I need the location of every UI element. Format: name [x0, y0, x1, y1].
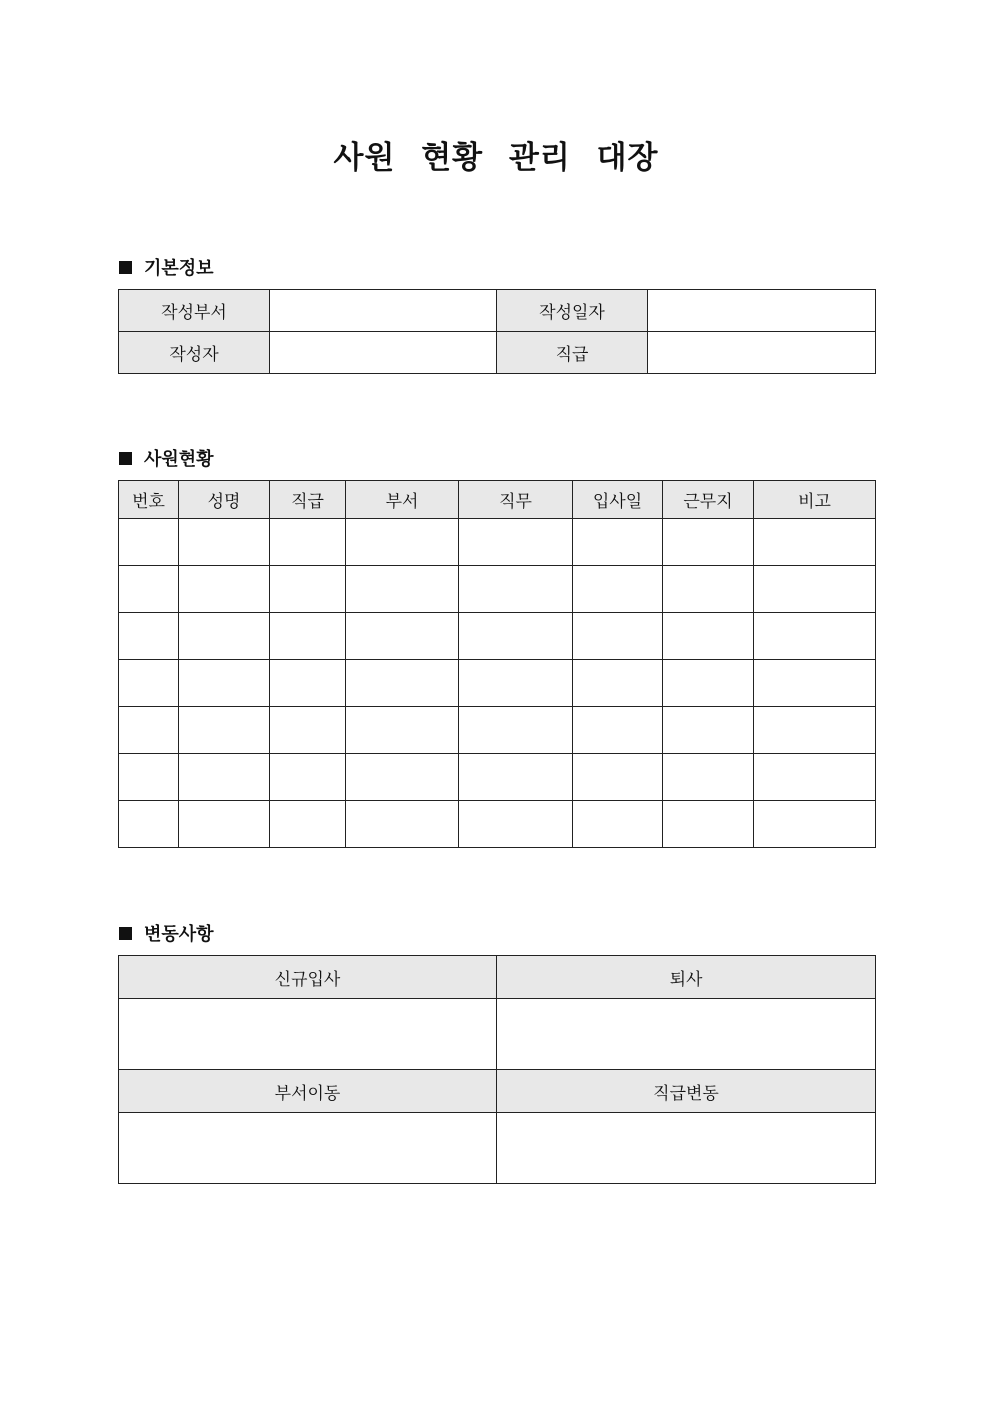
cell-workplace[interactable] — [663, 754, 754, 801]
cell-duty[interactable] — [459, 754, 573, 801]
black-square-icon — [119, 261, 132, 274]
rank-change-field[interactable] — [497, 1113, 876, 1184]
cell-rank[interactable] — [270, 707, 346, 754]
page-title: 사원 현황 관리 대장 — [333, 140, 659, 176]
table-row — [119, 754, 876, 801]
table-row — [119, 1113, 876, 1184]
author-dept-label: 작성부서 — [119, 290, 270, 332]
author-dept-field[interactable] — [270, 290, 497, 332]
cell-rank[interactable] — [270, 566, 346, 613]
column-header-remarks: 비고 — [754, 481, 876, 519]
cell-hire-date[interactable] — [573, 801, 663, 848]
author-label: 작성자 — [119, 332, 270, 374]
column-header-hire-date: 입사일 — [573, 481, 663, 519]
cell-name[interactable] — [179, 613, 270, 660]
dept-transfer-label: 부서이동 — [119, 1070, 497, 1113]
table-row — [119, 290, 876, 332]
cell-duty[interactable] — [459, 519, 573, 566]
new-hire-label: 신규입사 — [119, 956, 497, 999]
cell-rank[interactable] — [270, 660, 346, 707]
cell-dept[interactable] — [346, 613, 459, 660]
cell-name[interactable] — [179, 707, 270, 754]
cell-workplace[interactable] — [663, 660, 754, 707]
cell-number[interactable] — [119, 754, 179, 801]
cell-workplace[interactable] — [663, 613, 754, 660]
cell-hire-date[interactable] — [573, 754, 663, 801]
column-header-duty: 직무 — [459, 481, 573, 519]
rank-label: 직급 — [497, 332, 648, 374]
column-header-dept: 부서 — [346, 481, 459, 519]
dept-transfer-field[interactable] — [119, 1113, 497, 1184]
cell-rank[interactable] — [270, 519, 346, 566]
cell-rank[interactable] — [270, 801, 346, 848]
written-date-field[interactable] — [648, 290, 876, 332]
cell-workplace[interactable] — [663, 707, 754, 754]
author-field[interactable] — [270, 332, 497, 374]
cell-dept[interactable] — [346, 754, 459, 801]
table-row — [119, 1070, 876, 1113]
cell-remarks[interactable] — [754, 660, 876, 707]
cell-name[interactable] — [179, 566, 270, 613]
cell-remarks[interactable] — [754, 801, 876, 848]
staff-table-body — [119, 519, 876, 848]
table-row — [119, 660, 876, 707]
cell-remarks[interactable] — [754, 613, 876, 660]
table-row — [119, 566, 876, 613]
cell-dept[interactable] — [346, 566, 459, 613]
rank-change-label: 직급변동 — [497, 1070, 876, 1113]
table-row — [119, 613, 876, 660]
cell-duty[interactable] — [459, 566, 573, 613]
section-heading-label: 기본정보 — [144, 258, 214, 279]
new-hire-field[interactable] — [119, 999, 497, 1070]
cell-remarks[interactable] — [754, 754, 876, 801]
section-heading-basic-info — [119, 254, 214, 280]
table-header-row — [119, 481, 876, 519]
resignation-label: 퇴사 — [497, 956, 876, 999]
cell-hire-date[interactable] — [573, 660, 663, 707]
cell-number[interactable] — [119, 613, 179, 660]
table-row — [119, 956, 876, 999]
cell-dept[interactable] — [346, 660, 459, 707]
cell-name[interactable] — [179, 801, 270, 848]
table-row — [119, 801, 876, 848]
resignation-field[interactable] — [497, 999, 876, 1070]
column-header-workplace: 근무지 — [663, 481, 754, 519]
section-heading-staff — [119, 445, 214, 471]
cell-hire-date[interactable] — [573, 707, 663, 754]
cell-dept[interactable] — [346, 707, 459, 754]
cell-remarks[interactable] — [754, 566, 876, 613]
table-row — [119, 999, 876, 1070]
cell-workplace[interactable] — [663, 519, 754, 566]
cell-remarks[interactable] — [754, 707, 876, 754]
cell-rank[interactable] — [270, 754, 346, 801]
cell-number[interactable] — [119, 519, 179, 566]
cell-duty[interactable] — [459, 801, 573, 848]
staff-table — [118, 480, 876, 848]
cell-remarks[interactable] — [754, 519, 876, 566]
basic-info-table — [118, 289, 876, 374]
cell-workplace[interactable] — [663, 566, 754, 613]
section-heading-changes — [119, 920, 214, 946]
cell-duty[interactable] — [459, 660, 573, 707]
table-row — [119, 707, 876, 754]
cell-number[interactable] — [119, 660, 179, 707]
written-date-label: 작성일자 — [497, 290, 648, 332]
cell-workplace[interactable] — [663, 801, 754, 848]
cell-dept[interactable] — [346, 801, 459, 848]
cell-number[interactable] — [119, 566, 179, 613]
cell-duty[interactable] — [459, 707, 573, 754]
column-header-rank: 직급 — [270, 481, 346, 519]
cell-hire-date[interactable] — [573, 566, 663, 613]
cell-name[interactable] — [179, 519, 270, 566]
cell-duty[interactable] — [459, 613, 573, 660]
rank-field[interactable] — [648, 332, 876, 374]
section-heading-label: 사원현황 — [144, 449, 214, 470]
changes-table — [118, 955, 876, 1184]
table-row — [119, 332, 876, 374]
cell-dept[interactable] — [346, 519, 459, 566]
cell-number[interactable] — [119, 707, 179, 754]
column-header-name: 성명 — [179, 481, 270, 519]
section-heading-label: 변동사항 — [144, 924, 214, 945]
cell-hire-date[interactable] — [573, 613, 663, 660]
cell-name[interactable] — [179, 660, 270, 707]
black-square-icon — [119, 927, 132, 940]
table-row — [119, 519, 876, 566]
cell-number[interactable] — [119, 801, 179, 848]
column-header-number: 번호 — [119, 481, 179, 519]
black-square-icon — [119, 452, 132, 465]
cell-rank[interactable] — [270, 613, 346, 660]
cell-name[interactable] — [179, 754, 270, 801]
cell-hire-date[interactable] — [573, 519, 663, 566]
